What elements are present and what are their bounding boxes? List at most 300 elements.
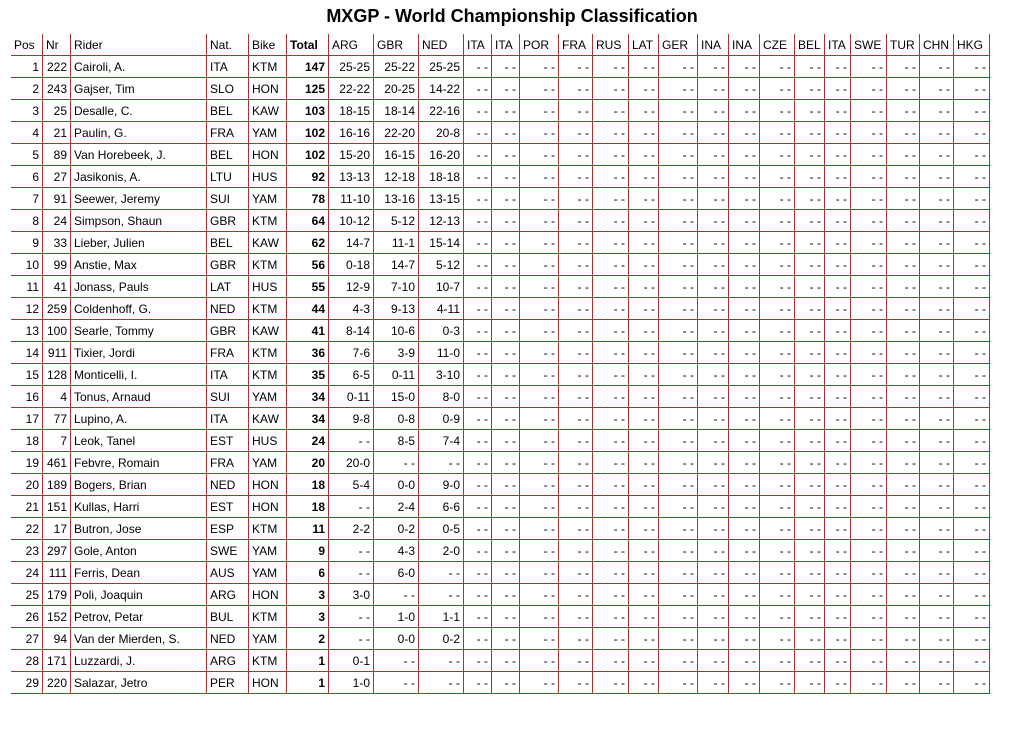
cell-race-empty: - - <box>492 540 520 562</box>
cell-total: 102 <box>287 144 329 166</box>
cell-total: 3 <box>287 584 329 606</box>
cell-race-empty: - - <box>729 166 760 188</box>
cell-nat: ITA <box>207 56 249 78</box>
cell-ned: - - <box>419 650 464 672</box>
cell-race-empty: - - <box>887 650 920 672</box>
cell-race-empty: - - <box>698 518 729 540</box>
cell-race-empty: - - <box>520 364 559 386</box>
cell-race-empty: - - <box>920 386 954 408</box>
cell-pos: 14 <box>11 342 43 364</box>
cell-bike: YAM <box>249 452 287 474</box>
cell-nr: 94 <box>43 628 71 650</box>
cell-race-empty: - - <box>851 452 887 474</box>
cell-race-empty: - - <box>920 78 954 100</box>
cell-race-empty: - - <box>729 188 760 210</box>
cell-pos: 21 <box>11 496 43 518</box>
cell-race-empty: - - <box>698 342 729 364</box>
cell-ned: 5-12 <box>419 254 464 276</box>
cell-race-empty: - - <box>795 452 825 474</box>
cell-race-empty: - - <box>520 320 559 342</box>
cell-pos: 8 <box>11 210 43 232</box>
cell-race-empty: - - <box>629 298 659 320</box>
cell-total: 2 <box>287 628 329 650</box>
cell-ned: 16-20 <box>419 144 464 166</box>
cell-rider: Jasikonis, A. <box>71 166 207 188</box>
cell-race-empty: - - <box>593 166 629 188</box>
cell-race-empty: - - <box>593 540 629 562</box>
cell-race-empty: - - <box>954 210 990 232</box>
table-row <box>11 474 990 496</box>
cell-race-empty: - - <box>825 320 851 342</box>
cell-bike: HUS <box>249 166 287 188</box>
cell-race-empty: - - <box>629 210 659 232</box>
cell-rider: Febvre, Romain <box>71 452 207 474</box>
table-row <box>11 584 990 606</box>
cell-ned: 0-2 <box>419 628 464 650</box>
cell-race-empty: - - <box>492 78 520 100</box>
cell-race-empty: - - <box>851 320 887 342</box>
cell-race-empty: - - <box>629 386 659 408</box>
cell-race-empty: - - <box>795 188 825 210</box>
cell-race-empty: - - <box>520 298 559 320</box>
cell-race-empty: - - <box>659 298 698 320</box>
cell-arg: 10-12 <box>329 210 374 232</box>
cell-race-empty: - - <box>729 562 760 584</box>
cell-rider: Bogers, Brian <box>71 474 207 496</box>
cell-race-empty: - - <box>954 122 990 144</box>
cell-nat: ESP <box>207 518 249 540</box>
cell-race-empty: - - <box>825 122 851 144</box>
cell-arg: - - <box>329 606 374 628</box>
cell-race-empty: - - <box>795 562 825 584</box>
cell-pos: 29 <box>11 672 43 694</box>
cell-race-empty: - - <box>795 254 825 276</box>
cell-ned: 3-10 <box>419 364 464 386</box>
cell-race-empty: - - <box>464 320 492 342</box>
cell-race-empty: - - <box>920 364 954 386</box>
column-header-pos-0: Pos <box>11 34 43 56</box>
cell-ned: 9-0 <box>419 474 464 496</box>
cell-pos: 26 <box>11 606 43 628</box>
cell-gbr: 22-20 <box>374 122 419 144</box>
cell-race-empty: - - <box>464 144 492 166</box>
cell-race-empty: - - <box>795 276 825 298</box>
cell-race-empty: - - <box>464 650 492 672</box>
cell-race-empty: - - <box>887 628 920 650</box>
cell-race-empty: - - <box>559 144 593 166</box>
cell-race-empty: - - <box>629 452 659 474</box>
cell-bike: KTM <box>249 364 287 386</box>
cell-race-empty: - - <box>954 540 990 562</box>
cell-race-empty: - - <box>760 650 795 672</box>
cell-pos: 2 <box>11 78 43 100</box>
cell-nr: 171 <box>43 650 71 672</box>
cell-pos: 1 <box>11 56 43 78</box>
cell-race-empty: - - <box>559 232 593 254</box>
cell-race-empty: - - <box>920 650 954 672</box>
cell-race-empty: - - <box>729 430 760 452</box>
cell-race-empty: - - <box>760 144 795 166</box>
cell-race-empty: - - <box>729 144 760 166</box>
cell-bike: HON <box>249 78 287 100</box>
cell-nat: SUI <box>207 188 249 210</box>
cell-race-empty: - - <box>920 540 954 562</box>
cell-pos: 7 <box>11 188 43 210</box>
cell-race-empty: - - <box>851 386 887 408</box>
cell-race-empty: - - <box>492 166 520 188</box>
cell-ned: 11-0 <box>419 342 464 364</box>
cell-race-empty: - - <box>851 276 887 298</box>
cell-race-empty: - - <box>629 540 659 562</box>
cell-race-empty: - - <box>593 474 629 496</box>
cell-race-empty: - - <box>593 584 629 606</box>
cell-race-empty: - - <box>851 650 887 672</box>
cell-total: 18 <box>287 496 329 518</box>
cell-nr: 7 <box>43 430 71 452</box>
cell-bike: KTM <box>249 342 287 364</box>
cell-race-empty: - - <box>954 496 990 518</box>
cell-arg: 1-0 <box>329 672 374 694</box>
table-row <box>11 562 990 584</box>
cell-nr: 27 <box>43 166 71 188</box>
cell-pos: 5 <box>11 144 43 166</box>
cell-race-empty: - - <box>559 584 593 606</box>
cell-race-empty: - - <box>492 496 520 518</box>
cell-rider: Petrov, Petar <box>71 606 207 628</box>
cell-bike: KTM <box>249 518 287 540</box>
cell-race-empty: - - <box>825 496 851 518</box>
cell-race-empty: - - <box>559 672 593 694</box>
cell-pos: 15 <box>11 364 43 386</box>
cell-race-empty: - - <box>795 584 825 606</box>
table-row <box>11 276 990 298</box>
cell-bike: KTM <box>249 298 287 320</box>
cell-race-empty: - - <box>825 364 851 386</box>
cell-race-empty: - - <box>760 672 795 694</box>
cell-nr: 99 <box>43 254 71 276</box>
cell-arg: 15-20 <box>329 144 374 166</box>
cell-race-empty: - - <box>559 650 593 672</box>
cell-race-empty: - - <box>629 144 659 166</box>
cell-race-empty: - - <box>760 452 795 474</box>
cell-total: 3 <box>287 606 329 628</box>
column-header-total-5: Total <box>287 34 329 56</box>
cell-arg: - - <box>329 562 374 584</box>
cell-race-empty: - - <box>559 320 593 342</box>
cell-pos: 22 <box>11 518 43 540</box>
cell-race-empty: - - <box>760 232 795 254</box>
table-row <box>11 78 990 100</box>
cell-race-empty: - - <box>825 210 851 232</box>
cell-race-empty: - - <box>659 100 698 122</box>
cell-race-empty: - - <box>760 584 795 606</box>
cell-ned: 12-13 <box>419 210 464 232</box>
table-row <box>11 188 990 210</box>
cell-race-empty: - - <box>593 364 629 386</box>
cell-arg: 5-4 <box>329 474 374 496</box>
cell-race-empty: - - <box>795 672 825 694</box>
cell-race-empty: - - <box>593 496 629 518</box>
cell-nr: 25 <box>43 100 71 122</box>
cell-race-empty: - - <box>729 56 760 78</box>
cell-ned: - - <box>419 562 464 584</box>
cell-race-empty: - - <box>593 254 629 276</box>
cell-race-empty: - - <box>795 628 825 650</box>
cell-nr: 259 <box>43 298 71 320</box>
cell-race-empty: - - <box>464 364 492 386</box>
cell-race-empty: - - <box>920 276 954 298</box>
cell-race-empty: - - <box>825 408 851 430</box>
cell-gbr: 3-9 <box>374 342 419 364</box>
cell-race-empty: - - <box>629 628 659 650</box>
cell-gbr: 0-11 <box>374 364 419 386</box>
cell-ned: 14-22 <box>419 78 464 100</box>
cell-nat: PER <box>207 672 249 694</box>
cell-race-empty: - - <box>492 518 520 540</box>
cell-race-empty: - - <box>920 672 954 694</box>
cell-bike: YAM <box>249 386 287 408</box>
cell-race-empty: - - <box>520 628 559 650</box>
cell-nat: GBR <box>207 210 249 232</box>
table-row <box>11 144 990 166</box>
cell-race-empty: - - <box>559 342 593 364</box>
cell-race-empty: - - <box>851 672 887 694</box>
cell-race-empty: - - <box>851 628 887 650</box>
cell-arg: 11-10 <box>329 188 374 210</box>
column-header-nr-1: Nr <box>43 34 71 56</box>
cell-race-empty: - - <box>559 122 593 144</box>
cell-race-empty: - - <box>795 320 825 342</box>
cell-nr: 100 <box>43 320 71 342</box>
cell-race-empty: - - <box>698 584 729 606</box>
cell-race-empty: - - <box>729 540 760 562</box>
cell-race-empty: - - <box>887 298 920 320</box>
cell-race-empty: - - <box>920 100 954 122</box>
cell-race-empty: - - <box>920 320 954 342</box>
cell-race-empty: - - <box>659 672 698 694</box>
cell-race-empty: - - <box>920 408 954 430</box>
cell-gbr: 16-15 <box>374 144 419 166</box>
cell-race-empty: - - <box>520 56 559 78</box>
cell-race-empty: - - <box>954 562 990 584</box>
cell-race-empty: - - <box>559 276 593 298</box>
cell-race-empty: - - <box>659 188 698 210</box>
cell-total: 102 <box>287 122 329 144</box>
cell-race-empty: - - <box>954 408 990 430</box>
cell-race-empty: - - <box>851 78 887 100</box>
cell-race-empty: - - <box>920 232 954 254</box>
cell-nr: 189 <box>43 474 71 496</box>
cell-race-empty: - - <box>520 430 559 452</box>
cell-gbr: 9-13 <box>374 298 419 320</box>
cell-race-empty: - - <box>887 540 920 562</box>
cell-race-empty: - - <box>920 452 954 474</box>
cell-race-empty: - - <box>825 562 851 584</box>
cell-rider: Tonus, Arnaud <box>71 386 207 408</box>
cell-race-empty: - - <box>464 540 492 562</box>
cell-race-empty: - - <box>629 276 659 298</box>
cell-gbr: - - <box>374 452 419 474</box>
cell-race-empty: - - <box>795 650 825 672</box>
cell-race-empty: - - <box>698 496 729 518</box>
cell-bike: KAW <box>249 320 287 342</box>
cell-race-empty: - - <box>920 496 954 518</box>
cell-race-empty: - - <box>593 210 629 232</box>
cell-race-empty: - - <box>629 342 659 364</box>
cell-race-empty: - - <box>520 254 559 276</box>
column-header-ina-16: INA <box>698 34 729 56</box>
cell-total: 18 <box>287 474 329 496</box>
cell-pos: 17 <box>11 408 43 430</box>
cell-rider: Butron, Jose <box>71 518 207 540</box>
cell-bike: HON <box>249 672 287 694</box>
table-row <box>11 386 990 408</box>
column-header-bel-19: BEL <box>795 34 825 56</box>
cell-bike: HON <box>249 496 287 518</box>
cell-race-empty: - - <box>887 232 920 254</box>
cell-gbr: 1-0 <box>374 606 419 628</box>
cell-race-empty: - - <box>629 100 659 122</box>
cell-race-empty: - - <box>698 56 729 78</box>
cell-race-empty: - - <box>520 166 559 188</box>
cell-race-empty: - - <box>825 452 851 474</box>
cell-race-empty: - - <box>492 386 520 408</box>
cell-race-empty: - - <box>920 210 954 232</box>
cell-race-empty: - - <box>698 672 729 694</box>
cell-arg: 7-6 <box>329 342 374 364</box>
cell-race-empty: - - <box>920 298 954 320</box>
cell-race-empty: - - <box>954 144 990 166</box>
cell-nr: 151 <box>43 496 71 518</box>
cell-gbr: 10-6 <box>374 320 419 342</box>
cell-bike: YAM <box>249 628 287 650</box>
cell-race-empty: - - <box>920 56 954 78</box>
cell-nat: AUS <box>207 562 249 584</box>
cell-total: 56 <box>287 254 329 276</box>
cell-nat: FRA <box>207 452 249 474</box>
cell-race-empty: - - <box>559 540 593 562</box>
cell-race-empty: - - <box>492 474 520 496</box>
cell-race-empty: - - <box>593 298 629 320</box>
cell-race-empty: - - <box>851 166 887 188</box>
cell-race-empty: - - <box>851 606 887 628</box>
cell-ned: 22-16 <box>419 100 464 122</box>
cell-race-empty: - - <box>464 584 492 606</box>
cell-race-empty: - - <box>593 100 629 122</box>
cell-race-empty: - - <box>954 298 990 320</box>
cell-arg: 20-0 <box>329 452 374 474</box>
cell-race-empty: - - <box>464 232 492 254</box>
cell-arg: - - <box>329 540 374 562</box>
cell-rider: Van Horebeek, J. <box>71 144 207 166</box>
column-header-cze-18: CZE <box>760 34 795 56</box>
cell-race-empty: - - <box>659 166 698 188</box>
cell-race-empty: - - <box>698 144 729 166</box>
cell-race-empty: - - <box>629 430 659 452</box>
cell-race-empty: - - <box>520 386 559 408</box>
table-row <box>11 100 990 122</box>
cell-race-empty: - - <box>760 166 795 188</box>
table-row <box>11 298 990 320</box>
cell-race-empty: - - <box>492 254 520 276</box>
cell-pos: 20 <box>11 474 43 496</box>
cell-race-empty: - - <box>698 650 729 672</box>
cell-race-empty: - - <box>851 100 887 122</box>
cell-race-empty: - - <box>698 78 729 100</box>
cell-nr: 77 <box>43 408 71 430</box>
cell-race-empty: - - <box>825 56 851 78</box>
cell-race-empty: - - <box>795 606 825 628</box>
column-header-bike-4: Bike <box>249 34 287 56</box>
cell-rider: Monticelli, I. <box>71 364 207 386</box>
cell-ned: 0-9 <box>419 408 464 430</box>
table-row <box>11 254 990 276</box>
cell-race-empty: - - <box>492 430 520 452</box>
cell-race-empty: - - <box>887 78 920 100</box>
cell-race-empty: - - <box>760 540 795 562</box>
cell-race-empty: - - <box>954 386 990 408</box>
cell-total: 125 <box>287 78 329 100</box>
cell-pos: 10 <box>11 254 43 276</box>
column-header-chn-23: CHN <box>920 34 954 56</box>
cell-nr: 152 <box>43 606 71 628</box>
cell-race-empty: - - <box>920 122 954 144</box>
table-row <box>11 672 990 694</box>
cell-race-empty: - - <box>593 518 629 540</box>
cell-race-empty: - - <box>464 474 492 496</box>
cell-race-empty: - - <box>887 56 920 78</box>
cell-race-empty: - - <box>954 650 990 672</box>
cell-race-empty: - - <box>593 56 629 78</box>
cell-race-empty: - - <box>659 254 698 276</box>
table-row <box>11 606 990 628</box>
cell-race-empty: - - <box>659 210 698 232</box>
cell-race-empty: - - <box>464 254 492 276</box>
cell-race-empty: - - <box>464 518 492 540</box>
cell-race-empty: - - <box>698 298 729 320</box>
cell-arg: 2-2 <box>329 518 374 540</box>
table-row <box>11 342 990 364</box>
cell-nat: SLO <box>207 78 249 100</box>
cell-race-empty: - - <box>520 144 559 166</box>
cell-gbr: 6-0 <box>374 562 419 584</box>
column-header-gbr-7: GBR <box>374 34 419 56</box>
column-header-nat-3: Nat. <box>207 34 249 56</box>
cell-race-empty: - - <box>760 364 795 386</box>
cell-nat: EST <box>207 430 249 452</box>
cell-nat: ARG <box>207 650 249 672</box>
cell-race-empty: - - <box>464 166 492 188</box>
cell-race-empty: - - <box>593 386 629 408</box>
cell-race-empty: - - <box>825 232 851 254</box>
cell-race-empty: - - <box>729 584 760 606</box>
cell-race-empty: - - <box>920 628 954 650</box>
cell-race-empty: - - <box>629 122 659 144</box>
cell-race-empty: - - <box>520 518 559 540</box>
cell-gbr: 0-2 <box>374 518 419 540</box>
cell-race-empty: - - <box>795 386 825 408</box>
cell-nr: 24 <box>43 210 71 232</box>
cell-gbr: - - <box>374 584 419 606</box>
cell-race-empty: - - <box>520 188 559 210</box>
cell-race-empty: - - <box>795 122 825 144</box>
cell-nat: NED <box>207 298 249 320</box>
cell-race-empty: - - <box>825 606 851 628</box>
cell-race-empty: - - <box>559 166 593 188</box>
cell-race-empty: - - <box>492 188 520 210</box>
cell-gbr: 0-8 <box>374 408 419 430</box>
cell-gbr: 12-18 <box>374 166 419 188</box>
